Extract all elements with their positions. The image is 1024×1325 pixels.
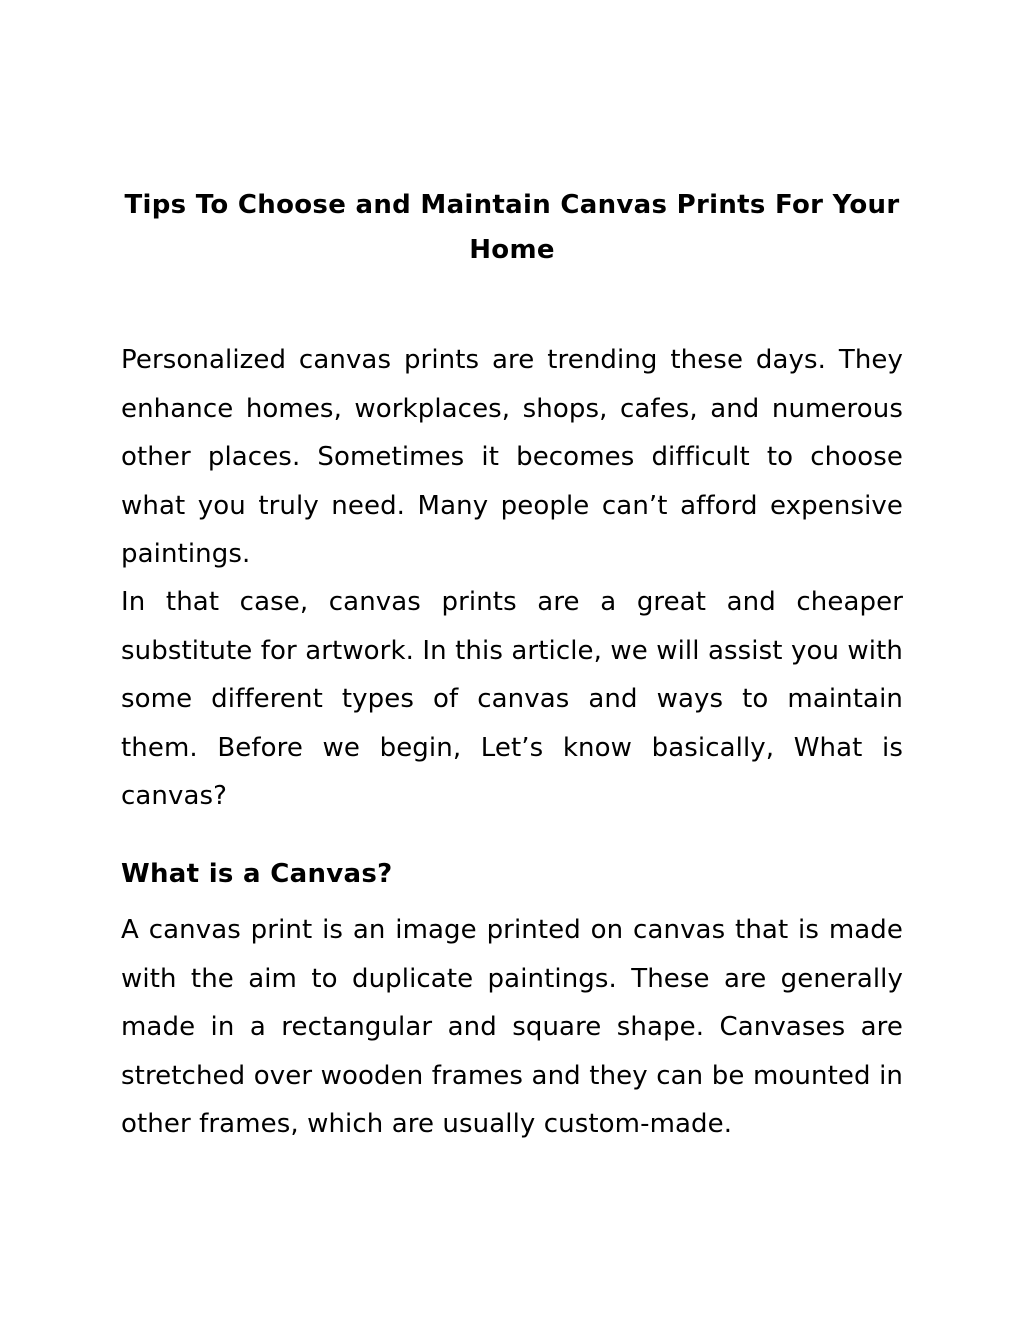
intro-paragraph-text: are trending these days. They enhance homes, workplaces, shops, cafes, and numerous other places. Sometimes it becomes difficult to choose what you truly need. Many people can’t afford expensive paintings. xyxy=(121,345,903,569)
document-title: Tips To Choose and Maintain Canvas Prints For Your Home xyxy=(124,190,900,265)
personalized-canvas-prints-link[interactable]: Personalized canvas prints xyxy=(121,345,480,375)
section-heading-what-is-canvas: What is a Canvas? xyxy=(121,859,393,889)
canvas-definition-paragraph: A canvas print is an image printed on canvas that is made with the aim to duplicate paintings. These are generally made in a rectangular and square shape. Canvases are stretched over wooden frames and they can be mounted in other frames, which are usually custom-made. xyxy=(121,915,903,1139)
intro-paragraph xyxy=(121,336,903,579)
substitute-paragraph: In that case, canvas prints are a great and cheaper substitute for artwork. In this article, we will assist you with some different types of canvas and ways to maintain them. Before we begin, Let’s know basically, What is canvas? xyxy=(121,587,903,811)
